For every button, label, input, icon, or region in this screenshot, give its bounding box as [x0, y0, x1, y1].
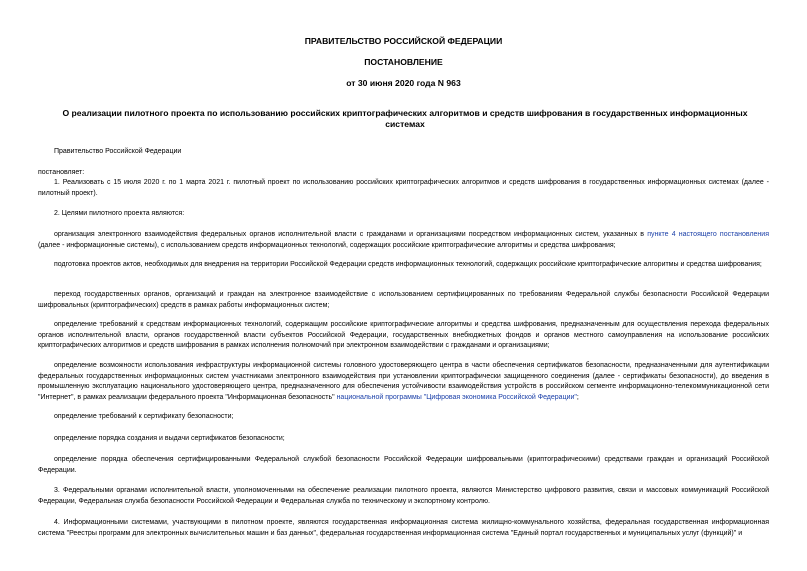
document-type: ПОСТАНОВЛЕНИЕ: [364, 57, 443, 67]
goal-1: [38, 230, 769, 251]
government-heading: ПРАВИТЕЛЬСТВО РОССИЙСКОЙ ФЕДЕРАЦИИ: [304, 36, 503, 46]
link-national-program[interactable]: национальной программы "Цифровая экономика Российской Федерации": [336, 393, 577, 401]
goal-4: определение требований к средствам информационных технологий, содержащим российские криптографические алгоритмы и средства шифрования, предназначенным для осуществления перехода федеральных органов исполнительной власти, органов государственной власти субъектов Российской Федерации, государственных внебюджетных фондов и органов местного самоуправления на использование российских криптографических алгоритмов и средств шифрования в рамках исполнения полномочий при электронном взаимодействии с гражданами и организациями;: [38, 321, 769, 349]
goal-6: определение требований к сертификату безопасности;: [54, 413, 234, 420]
goal-3: переход государственных органов, организаций и граждан на электронное взаимодействие с использованием сертифицированных по требованиям Федеральной службы безопасности Российской Федерации шифровальных (криптографических) средств в рамках работы информационных систем;: [38, 291, 769, 309]
goal-5-text-end: ;: [576, 393, 579, 401]
document-date-number: от 30 июня 2020 года N 963: [346, 78, 461, 88]
goal-2: подготовка проектов актов, необходимых для внедрения на территории Российской Федерации средств информационных технологий, содержащих российские криптографические алгоритмы и средства шифрования;: [54, 261, 762, 268]
goal-5: [38, 361, 769, 403]
paragraph-4: 4. Информационными системами, участвующими в пилотном проекте, являются государственная информационная система жилищно-коммунального хозяйства, федеральная государственная информационная система "Реестры программ для электронных вычислительных машин и баз данных", федеральная государственная информационная система "Единый портал государственных и муниципальных услуг (функций)" и: [38, 519, 769, 537]
goal-8: определение порядка обеспечения сертифицированными Федеральной службой безопасности Российской Федерации шифровальными (криптографическими) средствами граждан и организаций Российской Федерации.: [38, 456, 769, 474]
paragraph-2: 2. Целями пилотного проекта являются:: [54, 210, 185, 217]
goal-7: определение порядка создания и выдачи сертификатов безопасности;: [54, 435, 285, 442]
resolves-text: постановляет:: [38, 169, 85, 176]
preamble: Правительство Российской Федерации: [54, 148, 182, 155]
document-title: О реализации пилотного проекта по использованию российских криптографических алгоритмов и средств шифрования в государственных информационных системах: [62, 108, 748, 129]
link-clause-4[interactable]: пункте 4 настоящего постановления: [647, 231, 769, 238]
paragraph-3: 3. Федеральными органами исполнительной власти, уполномоченными на обеспечение реализации пилотного проекта, являются Министерство цифрового развития, связи и массовых коммуникаций Российской Федерации, Федеральная служба безопасности Российской Федерации и Федеральная служба по техническому и экспортному контролю.: [38, 487, 769, 505]
goal-1-text: организация электронного взаимодействия федеральных органов исполнительной власти с гражданами и организациями посредством информационных систем, указанных в: [54, 231, 648, 238]
goal-1-text-end: (далее - информационные системы), с использованием средств информационных технологий, содержащих российские криптографические алгоритмы и средства шифрования;: [38, 241, 616, 249]
paragraph-1: 1. Реализовать с 15 июля 2020 г. по 1 марта 2021 г. пилотный проект по использованию российских криптографических алгоритмов и средств шифрования в государственных информационных системах (далее - пилотный проект).: [38, 179, 769, 197]
goal-5-text: определение возможности использования инфраструктуры информационной системы головного удостоверяющего центра в части обеспечения сертификатов безопасности, предназначенными для аутентификации федеральных государственных информационных систем участниками электронного взаимодействия при установлении криптографически защищенного соединения (далее - сертификаты безопасности), до введения в промышленную эксплуатацию национального удостоверяющего центра, предназначенного для обеспечения устойчивости взаимодействия устройств в российском сегменте информационно-телекоммуникационной сети "Интернет", в рамках реализации федерального проекта "Информационная безопасность": [38, 362, 769, 401]
